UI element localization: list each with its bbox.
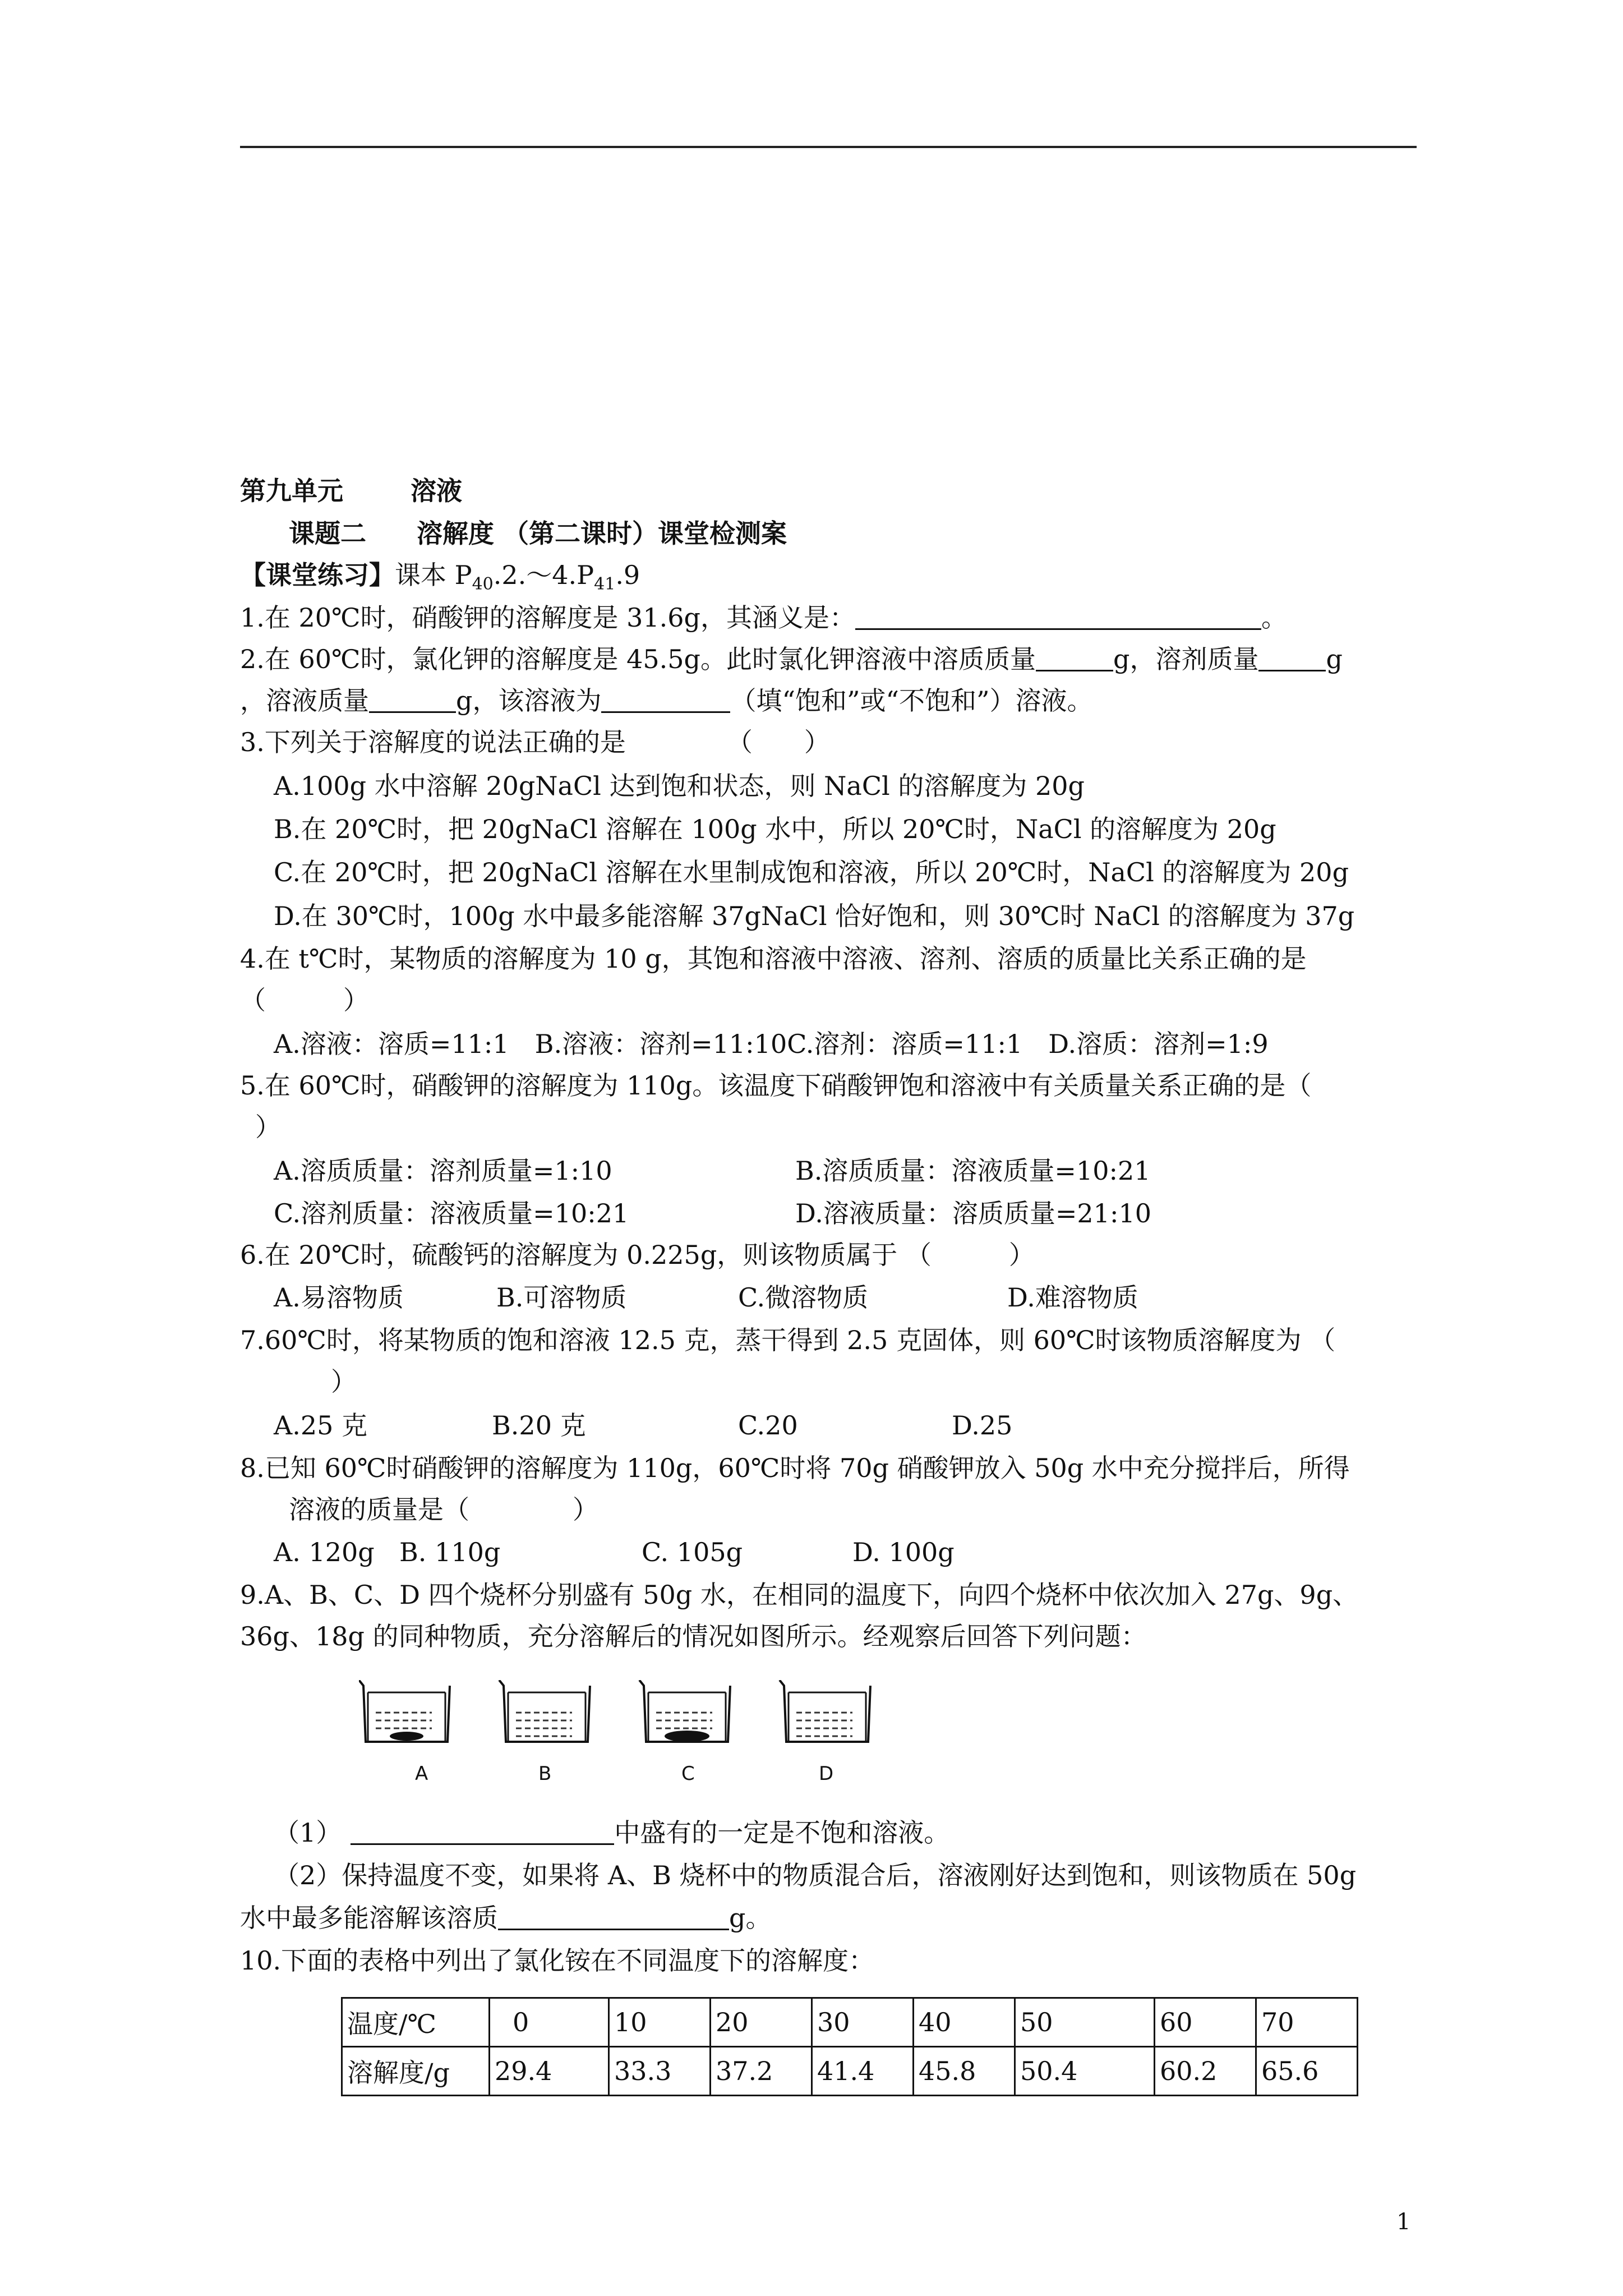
table-cell: 60.2 <box>1155 2047 1256 2096</box>
unit-title: 第九单元 溶液 <box>240 476 462 506</box>
question-6-option-b: B.可溶物质 <box>496 1282 627 1313</box>
question-4-stem: 4.在 t℃时，某物质的溶解度为 10 g，其饱和溶液中溶液、溶剂、溶质的质量比关系正确的是 <box>240 944 1307 974</box>
question-3-option-c: C.在 20℃时，把 20gNaCl 溶解在水里制成饱和溶液，所以 20℃时，NaCl 的溶解度为 20g <box>274 857 1349 887</box>
page-number: 1 <box>1396 2209 1411 2235</box>
question-6-stem: 6.在 20℃时，硫酸钙的溶解度为 0.225g，则该物质属于 （ ） <box>240 1240 1035 1270</box>
question-4-paren: （ ） <box>240 985 369 1015</box>
beaker-d <box>780 1680 870 1742</box>
answer-blank[interactable] <box>1258 647 1326 671</box>
question-8-stem-2: 溶液的质量是（ ） <box>289 1494 598 1525</box>
question-9-stem-2: 36g、18g 的同种物质，充分溶解后的情况如图所示。经观察后回答下列问题： <box>240 1621 1147 1651</box>
beaker-a <box>359 1680 450 1742</box>
lesson-title: 课题二 溶解度 （第二课时）课堂检测案 <box>289 518 787 549</box>
question-5-paren: ） <box>255 1112 281 1142</box>
solubility-table <box>341 1997 1358 2096</box>
beaker-c <box>639 1680 730 1742</box>
question-5-stem: 5.在 60℃时，硝酸钾的溶解度为 110g。该温度下硝酸钾饱和溶液中有关质量关系正确的是（ <box>240 1070 1312 1101</box>
table-cell: 33.3 <box>609 2047 711 2096</box>
table-cell: 0 <box>490 1998 609 2047</box>
table-cell: 溶解度/g <box>342 2047 490 2096</box>
question-2-line-1: 2.在 60℃时，氯化钾的溶解度是 45.5g。此时氯化钾溶液中溶质质量 g，溶剂质量 g <box>240 644 1343 674</box>
table-cell: 37.2 <box>711 2047 812 2096</box>
question-3-option-d: D.在 30℃时，100g 水中最多能溶解 37gNaCl 恰好饱和，则 30℃时 NaCl 的溶解度为 37g <box>274 901 1355 931</box>
question-3-option-a: A.100g 水中溶解 20gNaCl 达到饱和状态，则 NaCl 的溶解度为 20g <box>274 771 1085 801</box>
question-7-option-b: B.20 克 <box>492 1410 586 1441</box>
table-cell: 60 <box>1155 1998 1256 2047</box>
table-cell: 41.4 <box>812 2047 914 2096</box>
question-5-option-a: A.溶质质量：溶剂质量=1:10 <box>274 1156 612 1186</box>
question-1: 1.在 20℃时，硝酸钾的溶解度是 31.6g，其涵义是： 。 <box>240 602 1287 633</box>
question-9-stem: 9.A、B、C、D 四个烧杯分别盛有 50g 水，在相同的温度下，向四个烧杯中依次加入 27g、9g、 <box>240 1580 1359 1610</box>
question-10-stem: 10.下面的表格中列出了氯化铵在不同温度下的溶解度： <box>240 1945 875 1976</box>
question-9-sub-1: （1） 中盛有的一定是不饱和溶液。 <box>274 1818 950 1848</box>
table-cell: 65.6 <box>1256 2047 1358 2096</box>
question-6-option-a: A.易溶物质 <box>274 1282 404 1313</box>
answer-blank[interactable] <box>1036 647 1113 671</box>
question-7-option-a: A.25 克 <box>274 1410 367 1441</box>
beaker-b <box>499 1680 590 1742</box>
table-cell: 40 <box>914 1998 1015 2047</box>
question-3-option-b: B.在 20℃时，把 20gNaCl 溶解在 100g 水中，所以 20℃时，NaCl 的溶解度为 20g <box>274 814 1276 844</box>
beaker-label-b: B <box>538 1763 552 1785</box>
question-6-option-c: C.微溶物质 <box>738 1282 869 1313</box>
question-8-option-b: B. 110g <box>399 1537 501 1567</box>
table-cell: 20 <box>711 1998 812 2047</box>
question-3-stem: 3.下列关于溶解度的说法正确的是 （ ） <box>240 727 830 757</box>
table-cell: 10 <box>609 1998 711 2047</box>
answer-blank[interactable] <box>351 1821 614 1845</box>
table-row <box>342 2047 1358 2096</box>
question-8-option-d: D. 100g <box>852 1537 955 1567</box>
question-4-options: A.溶液：溶质=11:1 B.溶液：溶剂=11:10C.溶剂：溶质=11:1 D.溶质：溶剂=1:9 <box>274 1029 1269 1059</box>
question-8-option-a: A. 120g <box>274 1537 375 1567</box>
question-6-option-d: D.难溶物质 <box>1007 1282 1138 1313</box>
beakers-figure <box>359 1680 875 1803</box>
answer-blank[interactable] <box>498 1906 729 1930</box>
table-cell: 温度/℃ <box>342 1998 490 2047</box>
table-cell: 30 <box>812 1998 914 2047</box>
answer-blank[interactable] <box>855 606 1261 630</box>
answer-blank[interactable] <box>369 689 456 713</box>
question-9-sub-2: （2）保持温度不变，如果将 A、B 烧杯中的物质混合后，溶液刚好达到饱和，则该物质在 50g <box>274 1860 1357 1890</box>
question-2-line-2: ，溶液质量 g，该溶液为 （填“饱和”或“不饱和”）溶液。 <box>240 685 1093 716</box>
question-7-option-c: C.20 <box>738 1410 798 1441</box>
question-5-option-b: B.溶质质量：溶液质量=10:21 <box>795 1156 1151 1186</box>
table-cell: 45.8 <box>914 2047 1015 2096</box>
beaker-label-d: D <box>819 1763 834 1785</box>
table-cell: 50.4 <box>1015 2047 1155 2096</box>
question-7-option-d: D.25 <box>952 1410 1013 1441</box>
question-5-option-c: C.溶剂质量：溶液质量=10:21 <box>274 1198 629 1228</box>
beaker-label-c: C <box>681 1763 695 1785</box>
answer-blank[interactable] <box>601 689 730 713</box>
table-cell: 29.4 <box>490 2047 609 2096</box>
question-8-option-c: C. 105g <box>642 1537 743 1567</box>
beaker-label-a: A <box>415 1763 428 1785</box>
table-cell: 70 <box>1256 1998 1358 2047</box>
question-7-paren: ） <box>331 1366 357 1397</box>
table-row <box>342 1998 1358 2047</box>
table-cell: 50 <box>1015 1998 1155 2047</box>
question-9-sub-2b: 水中最多能溶解该溶质 g。 <box>240 1903 772 1933</box>
question-8-stem: 8.已知 60℃时硝酸钾的溶解度为 110g，60℃时将 70g 硝酸钾放入 50g 水中充分搅拌后，所得 <box>240 1453 1350 1483</box>
question-7-stem: 7.60℃时，将某物质的饱和溶液 12.5 克，蒸干得到 2.5 克固体，则 60℃时该物质溶解度为 （ <box>240 1325 1336 1355</box>
header-rule <box>240 146 1417 148</box>
question-5-option-d: D.溶液质量：溶质质量=21:10 <box>795 1198 1151 1228</box>
practice-heading: 【课堂练习】课本 $P_{40}.2.\sim 4.P_{41}.9$ <box>240 560 640 594</box>
